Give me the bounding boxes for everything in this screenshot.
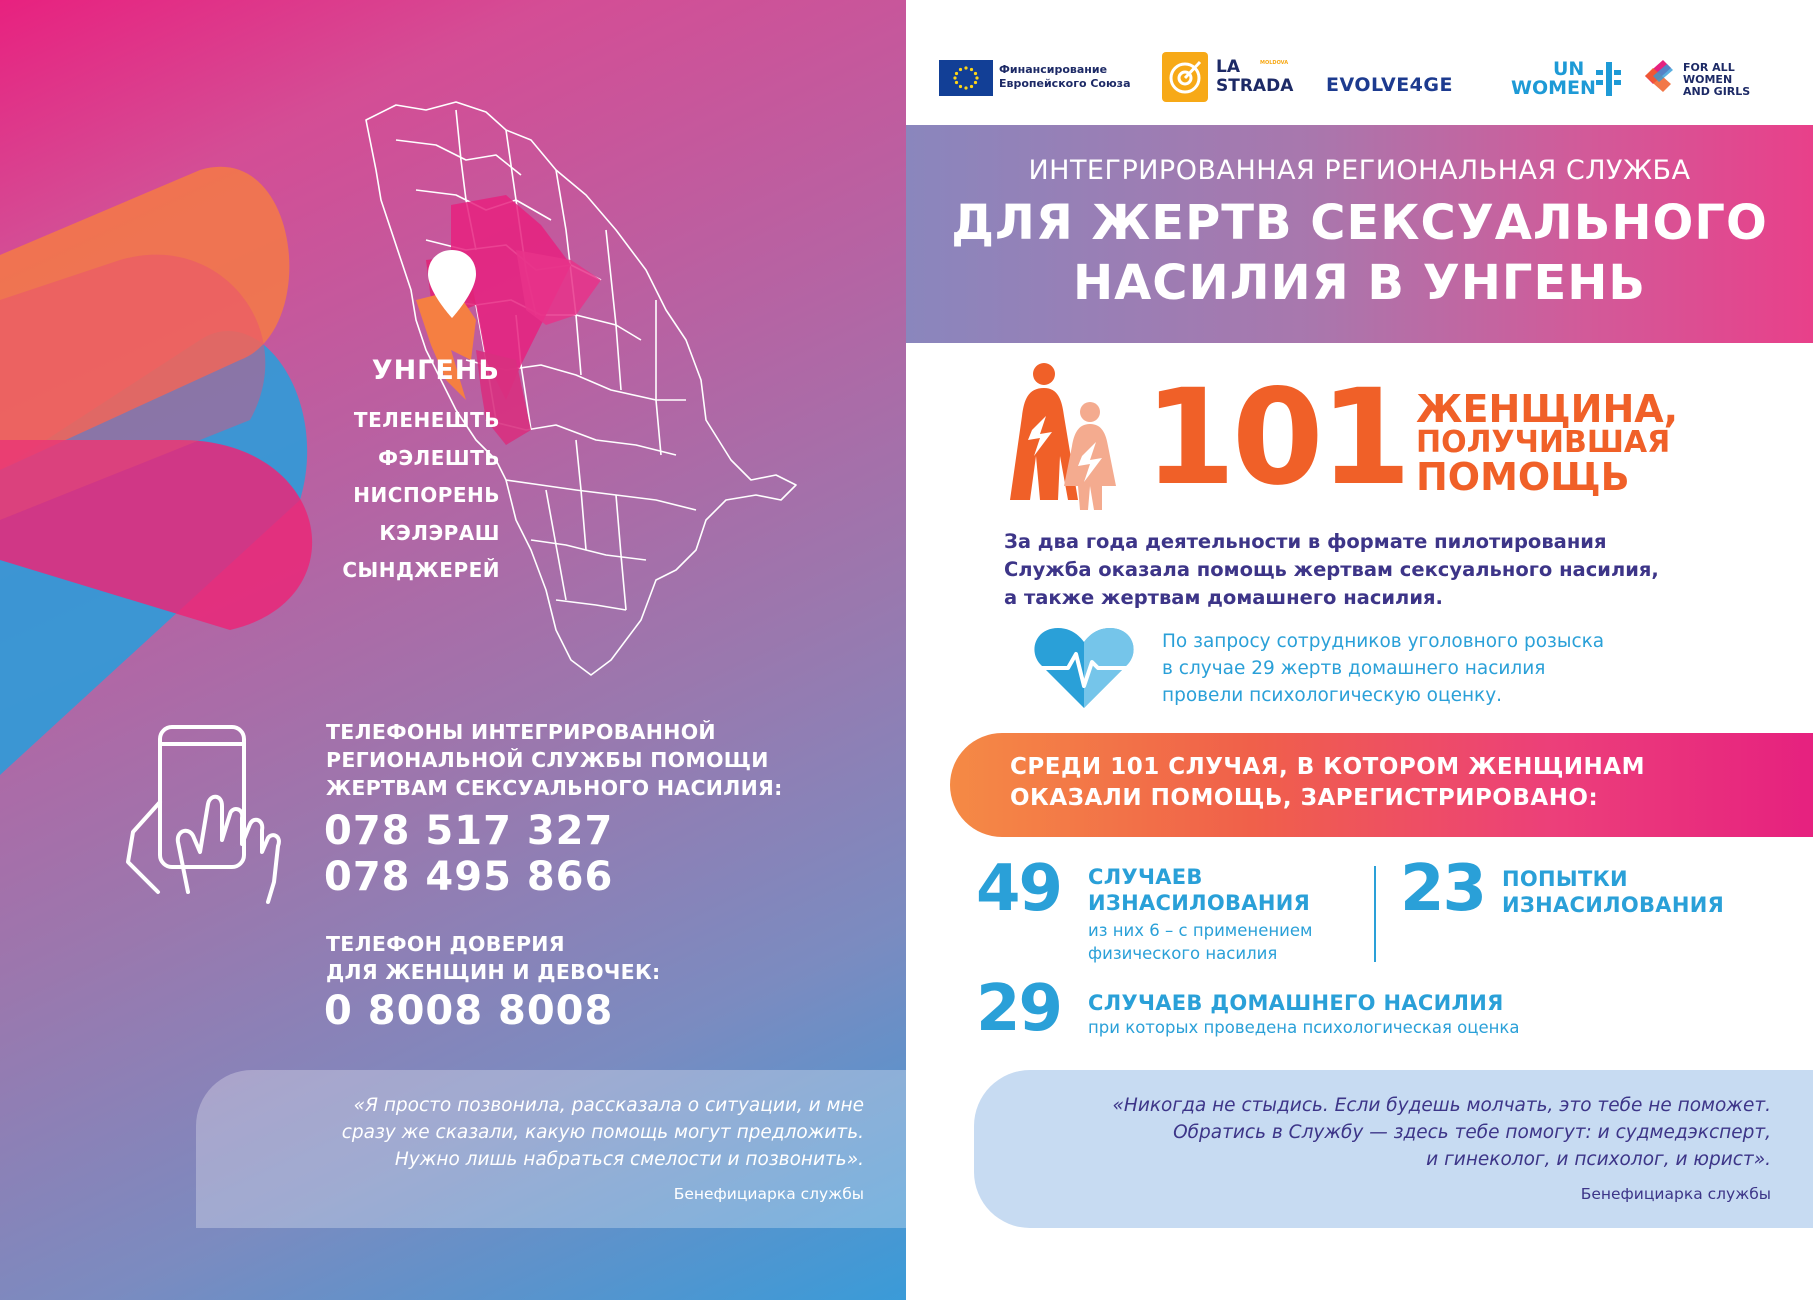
headline-number: 101	[1144, 361, 1408, 515]
stat-title-line: ИЗНАСИЛОВАНИЯ	[1502, 893, 1725, 917]
psych-assessment-text	[1162, 628, 1604, 709]
stat-title	[1502, 866, 1724, 918]
eu-flag-icon	[939, 60, 993, 96]
title-big-line: ДЛЯ ЖЕРТВ СЕКСУАЛЬНОГО	[951, 195, 1768, 251]
stat-description	[1088, 1016, 1519, 1039]
district-item: ФЭЛЕШТЬ	[378, 445, 500, 470]
headline-label-line: ПОЛУЧИВШАЯ	[1416, 425, 1671, 460]
quote-line: и гинеколог, и психолог, и юрист».	[1426, 1149, 1771, 1170]
hotline-title-line: ДЛЯ ЖЕНЩИН И ДЕВОЧЕК:	[326, 960, 661, 984]
unwomen-equality-icon	[1596, 62, 1622, 96]
logos-bar	[906, 0, 1813, 125]
stat-description	[1088, 919, 1312, 965]
quote-line: Обратись в Службу — здесь тебе помогут: и судмедэксперт,	[1173, 1122, 1771, 1143]
phone-number-1[interactable]: 078 517 327	[324, 808, 614, 854]
quote-line: «Я просто позвонила, рассказала о ситуации, и мне	[353, 1095, 864, 1116]
stat-desc-line: из них 6 – с применением	[1088, 921, 1313, 940]
ribbon-graphic	[0, 0, 360, 780]
stat-desc-line: при которых проведена психологическая оценка	[1088, 1018, 1520, 1037]
stat-title	[1088, 864, 1310, 916]
service-line: а также жертвам домашнего насилия.	[1004, 586, 1443, 609]
stat-number: 49	[976, 852, 1062, 926]
phones-title	[326, 718, 783, 802]
title-small: ИНТЕГРИРОВАННАЯ РЕГИОНАЛЬНАЯ СЛУЖБА	[1028, 155, 1691, 186]
phones-title-line: ТЕЛЕФОНЫ ИНТЕГРИРОВАННОЙ	[326, 720, 716, 744]
hotline-title-line: ТЕЛЕФОН ДОВЕРИЯ	[326, 932, 565, 956]
left-panel	[0, 0, 906, 1300]
service-line: Служба оказала помощь жертвам сексуального насилия,	[1004, 558, 1659, 581]
lastrada-moldova: MOLDOVA	[1260, 60, 1289, 66]
districts-list	[342, 355, 500, 590]
headline-label-line: ПОМОЩЬ	[1416, 455, 1630, 499]
district-item: ТЕЛЕНЕШТЬ	[353, 408, 500, 432]
unwomen-line: UN	[1553, 58, 1585, 80]
headline-label	[1416, 387, 1679, 499]
quote-text	[1014, 1092, 1771, 1173]
women-figures-icon	[1002, 360, 1127, 510]
forall-line: AND GIRLS	[1683, 85, 1751, 98]
smartphone-touch-icon	[118, 722, 298, 907]
heart-text-line: в случае 29 жертв домашнего насилия	[1162, 658, 1546, 679]
phone-number-2[interactable]: 078 495 866	[324, 854, 614, 900]
evolve4ge-logo: EVOLVE4GE	[1326, 74, 1453, 96]
banner-line: СРЕДИ 101 СЛУЧАЯ, В КОТОРОМ ЖЕНЩИНАМ	[1010, 754, 1645, 780]
cases-banner	[950, 733, 1813, 837]
district-main: УНГЕНЬ	[371, 355, 500, 386]
lastrada-logo-icon	[1162, 52, 1208, 102]
forall-line: WOMEN	[1683, 73, 1733, 86]
eu-text-line: Европейского Союза	[999, 77, 1131, 90]
stat-title-line: СЛУЧАЕВ ДОМАШНЕГО НАСИЛИЯ	[1088, 991, 1504, 1015]
forall-line: FOR ALL	[1683, 61, 1735, 74]
lastrada-line: STRADA	[1216, 76, 1294, 96]
quote-box-right	[974, 1070, 1813, 1228]
quote-line: Нужно лишь набраться смелости и позвонить».	[394, 1149, 864, 1170]
right-panel	[906, 0, 1813, 1300]
unwomen-logo	[1511, 60, 1596, 98]
district-item: КЭЛЭРАШ	[379, 520, 500, 545]
stat-title-line: ПОПЫТКИ	[1502, 867, 1628, 891]
spotlight-logo-icon	[1641, 56, 1675, 96]
quote-author: Бенефициарка службы	[673, 1185, 864, 1203]
district-item: СЫНДЖЕРЕЙ	[342, 558, 500, 582]
heart-text-line: провели психологическую оценку.	[1162, 685, 1503, 706]
heart-pulse-icon	[1032, 624, 1136, 710]
title-big-line: НАСИЛИЯ В УНГЕНЬ	[1072, 255, 1647, 311]
stat-number: 23	[1400, 852, 1486, 926]
stat-number: 29	[976, 972, 1062, 1046]
stat-desc-line: физического насилия	[1088, 944, 1278, 963]
stat-title	[1088, 990, 1504, 1016]
district-item: НИСПОРЕНЬ	[353, 483, 500, 507]
service-line: За два года деятельности в формате пилотирования	[1004, 530, 1607, 553]
unwomen-line: WOMEN	[1511, 77, 1596, 99]
quote-author: Бенефициарка службы	[1580, 1185, 1771, 1203]
stat-title-line: СЛУЧАЕВ	[1088, 865, 1203, 889]
phones-title-line: РЕГИОНАЛЬНОЙ СЛУЖБЫ ПОМОЩИ	[326, 748, 769, 772]
forall-logo-text	[1683, 62, 1750, 98]
hotline-title	[326, 930, 661, 986]
lastrada-line: LA	[1216, 57, 1240, 77]
eu-funding-text	[999, 63, 1131, 91]
quote-line: сразу же сказали, какую помощь могут предложить.	[341, 1122, 864, 1143]
phones-title-line: ЖЕРТВАМ СЕКСУАЛЬНОГО НАСИЛИЯ:	[326, 776, 783, 800]
heart-text-line: По запросу сотрудников уголовного розыска	[1162, 631, 1605, 652]
stats-divider	[1374, 866, 1376, 962]
quote-line: «Никогда не стыдись. Если будешь молчать, это тебе не поможет.	[1112, 1095, 1771, 1116]
title-band	[906, 125, 1813, 343]
service-description	[1004, 528, 1659, 612]
stat-title-line: ИЗНАСИЛОВАНИЯ	[1088, 891, 1311, 915]
quote-text	[256, 1092, 864, 1173]
headline-label-line: ЖЕНЩИНА,	[1416, 387, 1679, 431]
hotline-number[interactable]: 0 8008 8008	[324, 988, 614, 1034]
banner-line: ОКАЗАЛИ ПОМОЩЬ, ЗАРЕГИСТРИРОВАНО:	[1010, 785, 1599, 811]
quote-box-left	[196, 1070, 906, 1228]
eu-text-line: Финансирование	[999, 63, 1108, 76]
